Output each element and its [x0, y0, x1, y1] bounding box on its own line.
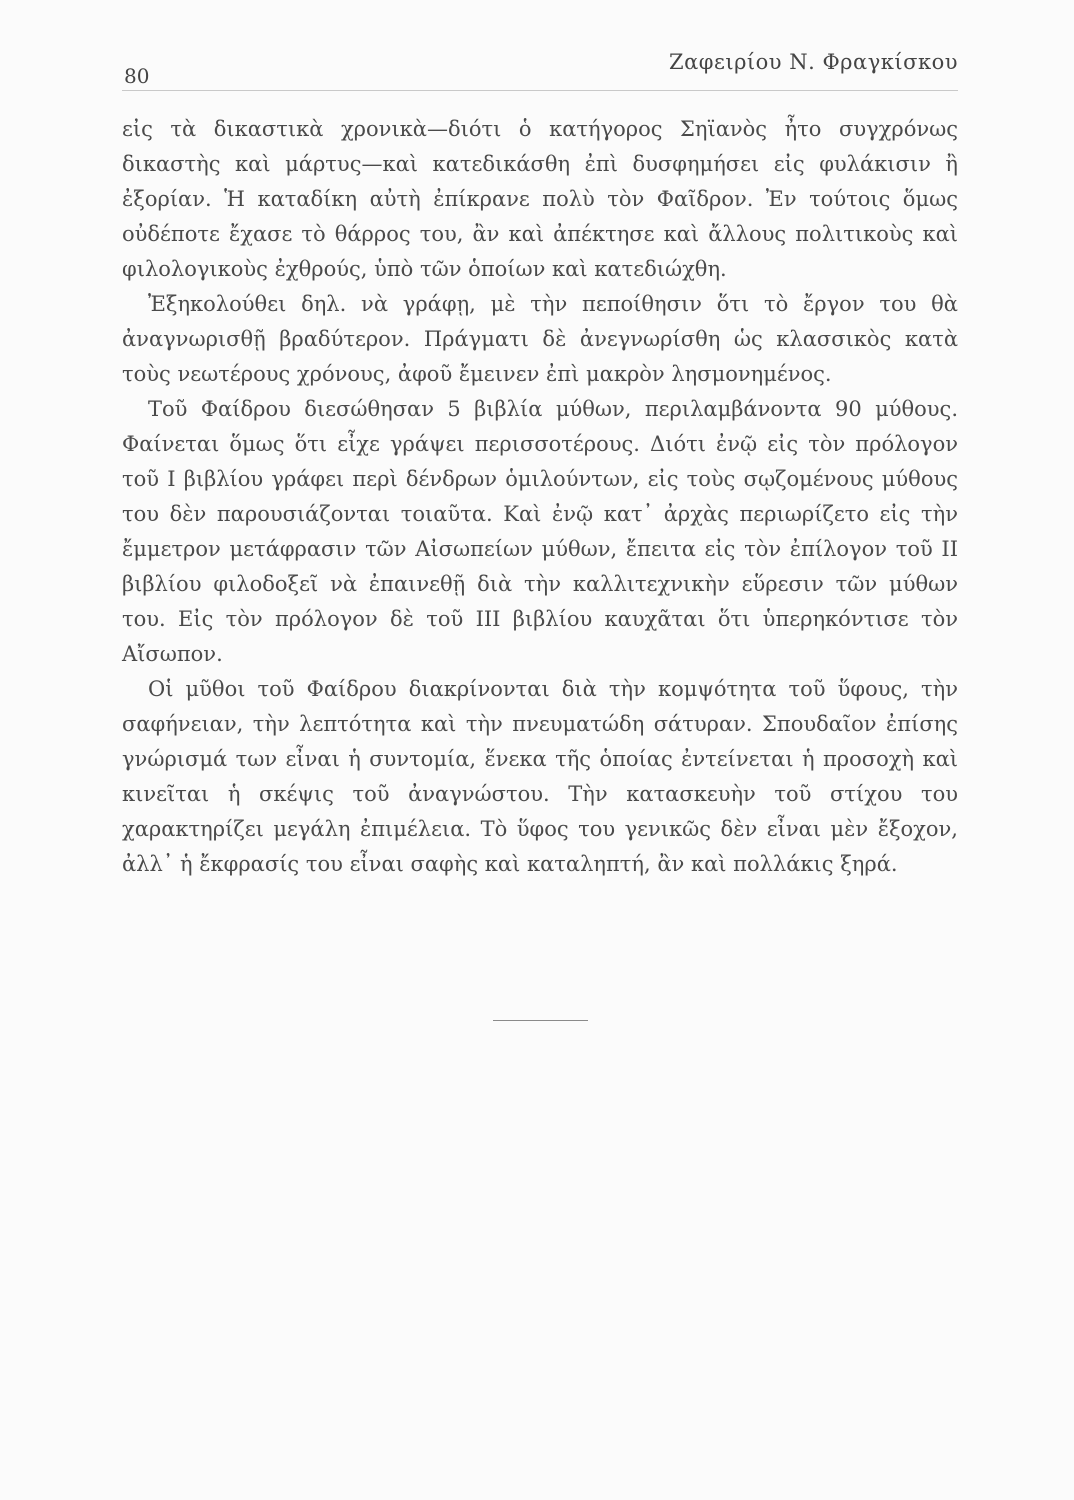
page-header: [122, 50, 958, 90]
header-rule: [122, 90, 958, 91]
body-text: [122, 112, 958, 882]
paragraph-1: εἰς τὰ δικαστικὰ χρονικὰ—διότι ὁ κατήγορος Σηϊανὸς ἦτο συγχρόνως δικαστὴς καὶ μάρτυς—καὶ κατεδικάσθη ἐπὶ δυσφημήσει εἰς φυλάκισιν ἢ ἐξορίαν. Ἡ καταδίκη αὐτὴ ἐπίκρανε πολὺ τὸν Φαῖδρον. Ἐν τούτοις ὅμως οὐδέποτε ἔχασε τὸ θάρρος του, ἂν καὶ ἀπέκτησε καὶ ἄλλους πολιτικοὺς καὶ φιλολογικοὺς ἐχθρούς, ὑπὸ τῶν ὁποίων καὶ κατεδιώχθη.: [122, 117, 958, 281]
paragraph-3: Τοῦ Φαίδρου διεσώθησαν 5 βιβλία μύθων, περιλαμβάνοντα 90 μύθους. Φαίνεται ὅμως ὅτι εἶχε γράψει περισσοτέρους. Διότι ἐνῷ εἰς τὸν πρόλογον τοῦ I βιβλίου γράφει περὶ δένδρων ὁμιλούντων, εἰς τοὺς σῳζομένους μύθους του δὲν παρουσιάζονται τοιαῦτα. Καὶ ἐνῷ κατ᾽ ἀρχὰς περιωρίζετο εἰς τὴν ἔμμετρον μετάφρασιν τῶν Αἰσωπείων μύθων, ἔπειτα εἰς τὸν ἐπίλογον τοῦ II βιβλίου φιλοδοξεῖ νὰ ἐπαινεθῇ διὰ τὴν καλλιτεχνικὴν εὕρεσιν τῶν μύθων του. Εἰς τὸν πρόλογον δὲ τοῦ III βιβλίου καυχᾶται ὅτι ὑπερηκόντισε τὸν Αἴσωπον.: [122, 397, 958, 666]
page-number: 80: [124, 64, 150, 88]
paragraph-4: Οἱ μῦθοι τοῦ Φαίδρου διακρίνονται διὰ τὴν κομψότητα τοῦ ὕφους, τὴν σαφήνειαν, τὴν λεπτότητα καὶ τὴν πνευματώδη σάτυραν. Σπουδαῖον ἐπίσης γνώρισμά των εἶναι ἡ συντομία, ἕνεκα τῆς ὁποίας ἐντείνεται ἡ προσοχὴ καὶ κινεῖται ἡ σκέψις τοῦ ἀναγνώστου. Τὴν κατασκευὴν τοῦ στίχου του χαρακτηρίζει μεγάλη ἐπιμέλεια. Τὸ ὕφος του γενικῶς δὲν εἶναι μὲν ἔξοχον, ἀλλ᾽ ἡ ἔκφρασίς του εἶναι σαφὴς καὶ καταληπτή, ἂν καὶ πολλάκις ξηρά.: [122, 677, 958, 876]
paragraph-2: Ἐξηκολούθει δηλ. νὰ γράφῃ, μὲ τὴν πεποίθησιν ὅτι τὸ ἔργον του θὰ ἀναγνωρισθῇ βραδύτερον. Πράγματι δὲ ἀνεγνωρίσθη ὡς κλασσικὸς κατὰ τοὺς νεωτέρους χρόνους, ἀφοῦ ἔμεινεν ἐπὶ μακρὸν λησμονημένος.: [122, 292, 958, 386]
running-head: Ζαφειρίου Ν. Φραγκίσκου: [668, 50, 958, 74]
section-end-rule: [493, 1020, 588, 1021]
